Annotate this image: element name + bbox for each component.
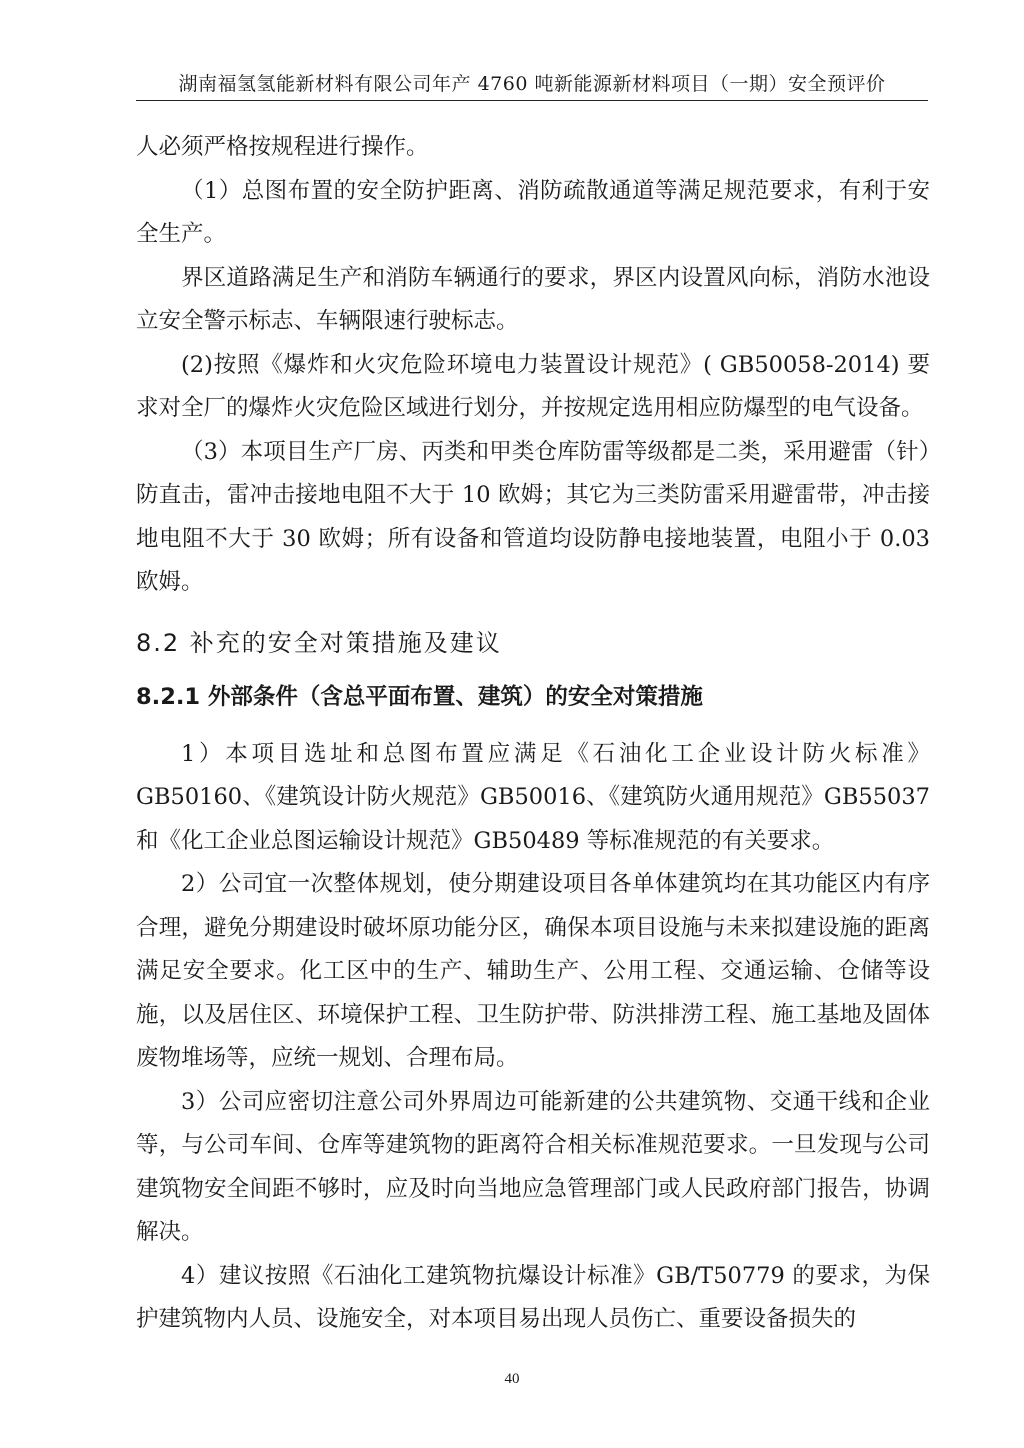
paragraph: 4）建议按照《石油化工建筑物抗爆设计标准》GB/T50779 的要求，为保护建筑物内人员、设施安全，对本项目易出现人员伤亡、重要设备损失的 [136, 1262, 930, 1332]
subsection-heading: 8.2.1 外部条件（含总平面布置、建筑）的安全对策措施 [136, 683, 703, 710]
paragraph: 界区道路满足生产和消防车辆通行的要求，界区内设置风向标，消防水池设立安全警示标志、车辆限速行驶标志。 [136, 264, 930, 334]
document-body [136, 126, 930, 1342]
section-heading: 8.2 补充的安全对策措施及建议 [136, 628, 502, 657]
running-header: 湖南福氢氢能新材料有限公司年产 4760 吨新能源新材料项目（一期）安全预评价 [136, 68, 928, 101]
paragraph: 2）公司宜一次整体规划，使分期建设项目各单体建筑均在其功能区内有序合理，避免分期建设时破坏原功能分区，确保本项目设施与未来拟建设施的距离满足安全要求。化工区中的生产、辅助生产、公用工程、交通运输、仓储等设施，以及居住区、环境保护工程、卫生防护带、防洪排涝工程、施工基地及固体废物堆场等，应统一规划、合理布局。 [136, 871, 930, 1071]
paragraph: 1）本项目选址和总图布置应满足《石油化工企业设计防火标准》GB50160、《建筑设计防火规范》GB50016、《建筑防火通用规范》GB55037 和《化工企业总图运输设计规范》GB50489 等标准规范的有关要求。 [136, 740, 930, 854]
page-number: 40 [504, 1371, 520, 1387]
paragraph: 3）公司应密切注意公司外界周边可能新建的公共建筑物、交通干线和企业等，与公司车间、仓库等建筑物的距离符合相关标准规范要求。一旦发现与公司建筑物安全间距不够时，应及时向当地应急管理部门或人民政府部门报告，协调解决。 [136, 1088, 930, 1245]
paragraph: (2)按照《爆炸和火灾危险环境电力装置设计规范》( GB50058-2014) 要求对全厂的爆炸火灾危险区域进行划分，并按规定选用相应防爆型的电气设备。 [136, 351, 930, 421]
paragraph: （3）本项目生产厂房、丙类和甲类仓库防雷等级都是二类，采用避雷（针）防直击，雷冲击接地电阻不大于 10 欧姆；其它为三类防雷采用避雷带，冲击接地电阻不大于 30 欧姆；所有设备和管道均设防静电接地装置，电阻小于 0.03 欧姆。 [136, 438, 930, 595]
paragraph: 人必须严格按规程进行操作。 [136, 134, 429, 160]
paragraph: （1）总图布置的安全防护距离、消防疏散通道等满足规范要求，有利于安全生产。 [136, 177, 930, 247]
